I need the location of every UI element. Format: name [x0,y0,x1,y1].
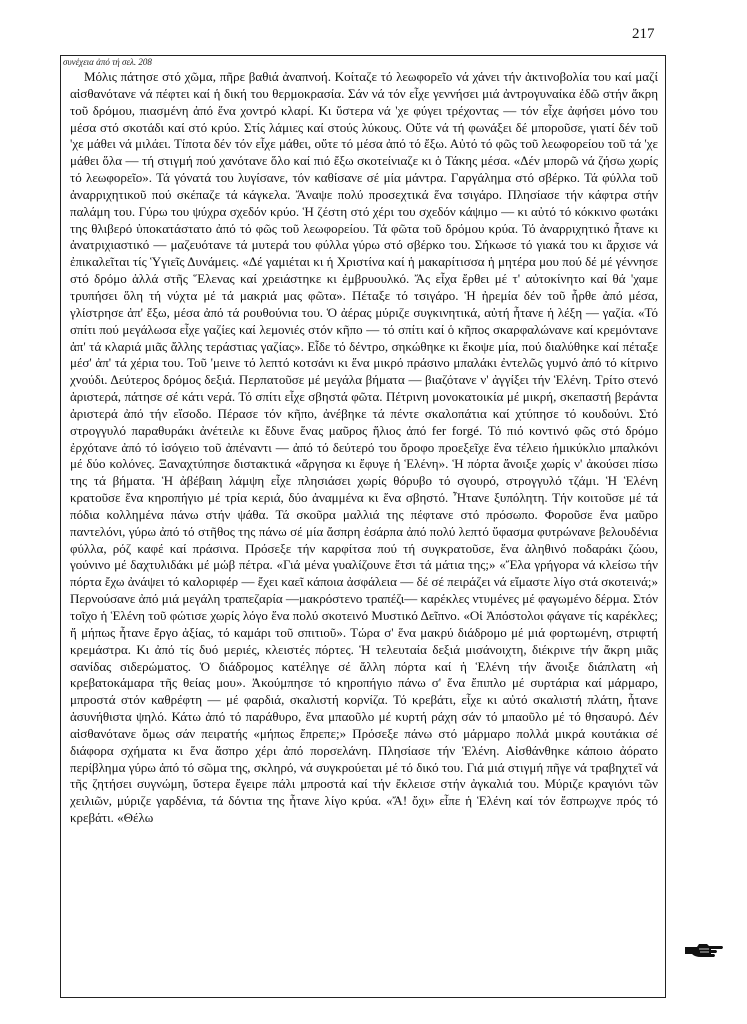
body-paragraph: Μόλις πάτησε στό χῶμα, πῆρε βαθιά ἀναπνοή. Κοίταζε τό λεωφορεῖο νά χάνει τήν ἀκτινοβολία του καί μαζί αἰσθανότανε νά πέφτει καί ἡ δική του θερμοκρασία. Σάν νά τόν εἶχε γεννήσει μιά ἀντρογυναίκα ἐδῶ στήν ἄκρη τοῦ δρόμου, πιασμένη ἀπό ἕνα χοντρό κλαρί. Κι ὕστερα νά 'χε φύγει τρέχοντας — τόν εἶχε ἀφήσει μόνο του μέσα στό σκοτάδι καί στό κρύο. Στίς λάμιες καί στούς λύκους. Οὔτε νά τή φωνάξει δέ μποροῦσε, γιατί δέν τοῦ 'χε μάθει νά μιλάει. Τίποτα δέν τόν εἶχε μάθει, οὔτε τό μέσα ἀπό τό ἔξω. Αὐτό τό φῶς τοῦ λεωφορείου τοῦ τά 'χε μάθει ὅλα — τή στιγμή πού χανότανε ὅλο καί πιό ἔξω σκοτείνιαζε κι ὁ Τάκης μέσα. «Δέν μπορῶ νά ζήσω χωρίς τό λεωφορεῖο». Τά γόνατά του λυγίσανε, τόν καθίσανε σέ μία μάντρα. Γαργάλημα στό σβέρκο. Τά φύλλα τοῦ ἀναρριχητικοῦ πού σκέπαζε τά κάγκελα. Ἄναψε πολύ προσεχτικά ἕνα τσιγάρο. Πλησίασε τήν κάφτρα στήν παλάμη του. Γύρω του ψύχρα σχεδόν κρύο. Ἡ ζέστη στό χέρι του σχεδόν κάψιμο — κι αὐτό τό κόκκινο φωτάκι της θλιβερό ὑποκατάστατο ἀπό τό φῶς τοῦ λεωφορείου. Τά φῶτα τοῦ δρόμου κρύα. Τό ἀναρριχητικό ἦτανε κι ἀνατριχιαστικό — μαζευότανε τά μυτερά του φύλλα γύρω στό σβέρκο του. Σήκωσε τό γιακά του κι ἄρχισε νά ἐπικαλεῖται τίς Ὑγιεῖς Δυνάμεις. «Δέ γαμιέται κι ἡ Χριστίνα καί ἡ μακαρίτισσα ἡ μητέρα μου πού δέ μέ γέννησε στό δρόμο ἀλλά στῆς Ἕλενας καί χρειάστηκε κι ἐμβρυουλκό. Ἄς εἶχα ἔρθει μέ τ' αὐτοκίνητο καί θά 'χαμε τρυπήσει ὅλη τή νύχτα μέ τά μακριά μας φῶτα». Πέταξε τό τσιγάρο. Ἡ ἠρεμία δέν τοῦ ἦρθε ἀπό μέσα, γλίστρησε ἀπ' ἔξω, μέσα ἀπό τά ρουθούνια του. Ὁ ἀέρας μύριζε συγκινητικά, αὐτή ἦτανε ἡ λέξη — γαζία. «Τό σπίτι πού μεγάλωσα εἶχε γαζίες καί λεμονιές στόν κῆπο — τό σπίτι καί ὁ κῆπος σκαρφαλώνανε καί κρεμόντανε ἀπ' τά κλαριά μιᾶς ἄλλης τεράστιας γαζίας». Εἶδε τό δέντρο, σηκώθηκε κι ἔκοψε μία, πού διαλύθηκε καί πέταξε μέσ' ἀπ' τά χέρια του. Τοῦ 'μεινε τό λεπτό κοτσάνι κι ἕνα μικρό πράσινο μπαλάκι ἐντελῶς γυμνό ἀπό τό κίτρινο χνούδι. Δεύτερος δρόμος δεξιά. Περπατοῦσε μέ μεγάλα βήματα — βιαζότανε ν' ἀγγίξει τήν Ἑλένη. Τρίτο στενό ἀριστερά, πάτησε σέ κάτι νερά. Τό σπίτι εἶχε σβηστά φῶτα. Πέτρινη μονοκατοικία μέ μικρή, σκεπαστή βεράντα ἀριστερά ἀπό τήν εἴσοδο. Πέρασε τόν κῆπο, ἀνέβηκε τά πέντε σκαλοπάτια καί χτύπησε τό κουδούνι. Στό στρογγυλό παραθυράκι ἀνέτειλε κι ἔδυνε ἕνας μαῦρος ἥλιος ἀπό fer forgé. Τό πιό κοντινό φῶς στό δρόμο ἐρχότανε ἀπό τό ἰσόγειο τοῦ ἀπέναντι — ἀπό τό δεύτερό του ὄροφο προεξεῖχε ἕνα τέλειο ἡμικύκλιο μπαλκόνι μέ δύο κολόνες. Ξαναχτύπησε διστακτικά «ἄργησα κι ἔφυγε ἡ Ἑλένη». Ἡ πόρτα ἄνοιξε χωρίς ν' ἀκούσει πίσω της τά βήματα. Ἡ ἀβέβαιη λάμψη εἶχε πλησιάσει χωρίς θόρυβο τό σγουρό, στρογγυλό τζάμι. Ἡ Ἑλένη κρατοῦσε ἕνα κηροπήγιο μέ τρία κεριά, δύο ἀναμμένα κι ἕνα σβηστό. Ἦτανε ξυπόλητη. Τήν κοιτοῦσε μέ τά πόδια κολλημένα πάνω στήν ψάθα. Τά σκοῦρα μαλλιά της πέφτανε στό πρόσωπο. Φοροῦσε ἕνα μαῦρο παντελόνι, γύρω ἀπό τό στῆθος της πάνω σέ μία ἄσπρη ἐσάρπα ἀπό πολύ λεπτό ὕφασμα φυτρώνανε βελουδένια φύλλα, ρόζ καφέ καί πράσινα. Πρόσεξε τήν καρφίτσα πού τή συγκρατοῦσε, ἕνα ἀληθινό ποδαράκι ζώου, γούνινο μέ δαχτυλιδάκι μέ μώβ πέτρα. «Γιά μένα γυαλίζουνε ἔτσι τά μάτια της;» «Ἔλα γρήγορα νά κλείσω τήν πόρτα ἔχω ἀνάψει τό καλοριφέρ — ἔχει καεῖ κάποια ἀσφάλεια — δέ σέ πειράζει νά εἴμαστε λίγο στά σκοτεινά;» Περνούσανε ἀπό μιά μεγάλη τραπεζαρία —μακρόστενο τραπέζι— καρέκλες ντυμένες μέ φαγωμένο δέρμα. Στόν τοῖχο ἡ Ἑλένη τοῦ φώτισε χωρίς λόγο ἕνα πολύ σκοτεινό Μυστικό Δεῖπνο. «Οἱ Ἀπόστολοι φάγανε τίς καρέκλες; ἤ μήπως ἦτανε ἔργο ἀξίας, τό καμάρι τοῦ σπιτιοῦ». Τώρα σ' ἕνα μακρύ διάδρομο μέ μιά φορτωμένη, στριφτή κρεμάστρα. Κι ἀπό τίς δυό μεριές, κλειστές πόρτες. Ἡ τελευταία δεξιά μισάνοιχτη, διέκρινε τήν ἄκρη μιᾶς σανίδας σιδερώματος. Ὁ διάδρομος κατέληγε σέ ἄλλη πόρτα καί ἡ Ἑλένη τήν ἄνοιξε διάπλατη «ἡ κρεβατοκάμαρα τῆς θείας μου». Ἀκούμπησε τό κηροπήγιο πάνω σ' ἕνα ἔπιπλο μέ συρτάρια καί μάρμαρο, μπροστά στόν καθρέφτη — μέ φαρδιά, σκαλιστή κορνίζα. Τό κρεβάτι, εἶχε κι αὐτό σκαλιστή πλάτη, ἦτανε ἀσυνήθιστα ψηλό. Κάτω ἀπό τό παράθυρο, ἕνα μπαοῦλο μέ κυρτή ράχη σάν τό μπαοῦλο μέ τό θησαυρό. Δέν αἰσθανότανε ὅμως σάν πειρατής «μήπως ἔπρεπε;» Πρόσεξε πάνω στό μάρμαρο πολλά μικρά κουτάκια σέ διάφορα σχήματα κι ἕνα ἄσπρο χέρι ἀπό πορσελάνη. Πλησίασε τήν Ἑλένη. Αἰσθάνθηκε κάποιο ἀόρατο περίβλημα γύρω ἀπό τό σῶμα της, σκληρό, νά συγκρούεται μέ τό δικό του. Γιά μιά στιγμή πῆγε νά τραβηχτεῖ νά τῆς ζητήσει συγνώμη, ὕστερα ἔγειρε πάλι μπροστά καί τήν ἔκλεισε στήν ἀγκαλιά του. Μύριζε κραγιόνι τῶν χειλιῶν, μύριζε γαρδένια, τά δόντια της ἦτανε λίγο κρύα. «Ἄ! ὄχι» εἶπε ἡ Ἑλένη καί τόν ἔσπρωχνε πρός τό κρεβάτι. «Θέλω [70,69,658,826]
body-text [70,69,658,994]
page-number: 217 [632,26,655,42]
pointing-hand-icon [683,941,725,965]
pointing-hand-svg [683,941,725,961]
continuation-note: συνέχεια ἀπό τή σελ. 208 [63,57,152,67]
